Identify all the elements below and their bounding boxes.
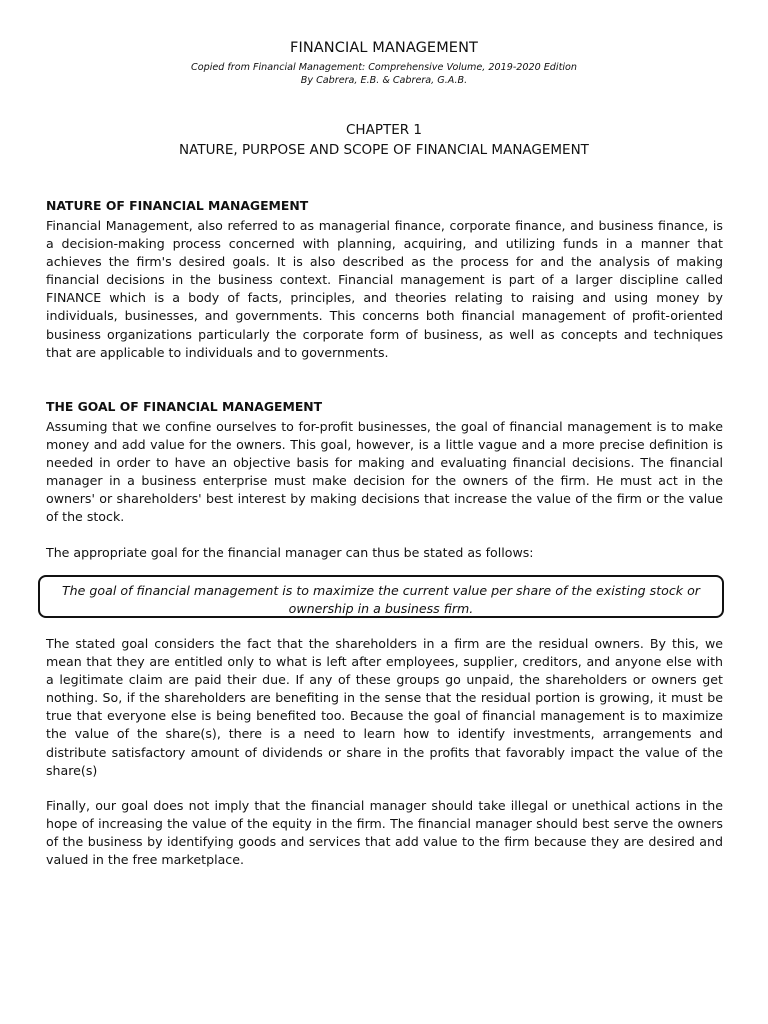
goal-statement-box	[38, 575, 724, 618]
source-citation	[0, 62, 768, 87]
residual-owners-paragraph: The stated goal considers the fact that the shareholders in a firm are the residual owners. By this, we mean that they are entitled only to what is left after employees, supplier, creditors, and anyone else with a legitimate claim are paid their due. If any of these groups go unpaid, the shareholders or owners get nothing. So, if the shareholders are benefiting in the sense that the residual portion is growing, it must be true that everyone else is being benefited too. Because the goal of financial management is to maximize the value of the share(s), there is a need to learn how to identify investments, arrangements and distribute satisfactory amount of dividends or share in the profits that favorably impact the value of the share(s)	[46, 636, 723, 778]
source-line-authors: By Cabrera, E.B. & Cabrera, G.A.B.	[300, 74, 468, 86]
document-title: FINANCIAL MANAGEMENT	[290, 40, 478, 56]
goal-intro-sentence: The appropriate goal for the financial manager can thus be stated as follows:	[46, 545, 534, 560]
nature-paragraph: Financial Management, also referred to as managerial finance, corporate finance, and business finance, is a decision-making process concerned with planning, acquiring, and utilizing funds in a manner that achieves the firm's desired goals. It is also described as the process for and the analysis of making financial decisions in the business context. Financial management is part of a larger discipline called FINANCE which is a body of facts, principles, and theories relating to raising and using money by individuals, businesses, and governments. This concerns both financial management of profit-oriented business organizations particularly the corporate form of business, as well as concepts and techniques that are applicable to individuals and to governments.	[46, 218, 723, 360]
closing-paragraph: Finally, our goal does not imply that the financial manager should take illegal or unethical actions in the hope of increasing the value of the equity in the firm. The financial manager should best serve the owners of the business by identifying goods and services that add value to the firm because they are desired and valued in the free marketplace.	[46, 798, 723, 868]
goal-section-heading: THE GOAL OF FINANCIAL MANAGEMENT	[46, 399, 323, 414]
chapter-title: NATURE, PURPOSE AND SCOPE OF FINANCIAL MANAGEMENT	[179, 142, 589, 158]
goal-paragraph: Assuming that we confine ourselves to for-profit businesses, the goal of financial management is to make money and add value for the owners. This goal, however, is a little vague and a more precise definition is needed in order to have an objective basis for making and evaluating financial decisions. The financial manager in a business enterprise must make decision for the owners of the firm. He must act in the owners' or shareholders' best interest by making decisions that increase the value of the firm or the value of the stock.	[46, 419, 723, 525]
source-line-edition: Copied from Financial Management: Comprehensive Volume, 2019-2020 Edition	[191, 62, 577, 73]
nature-section-heading: NATURE OF FINANCIAL MANAGEMENT	[46, 198, 309, 213]
goal-statement-text: The goal of financial management is to maximize the current value per share of the existing stock or ownership in a business firm.	[61, 583, 700, 616]
chapter-number: CHAPTER 1	[346, 122, 422, 138]
